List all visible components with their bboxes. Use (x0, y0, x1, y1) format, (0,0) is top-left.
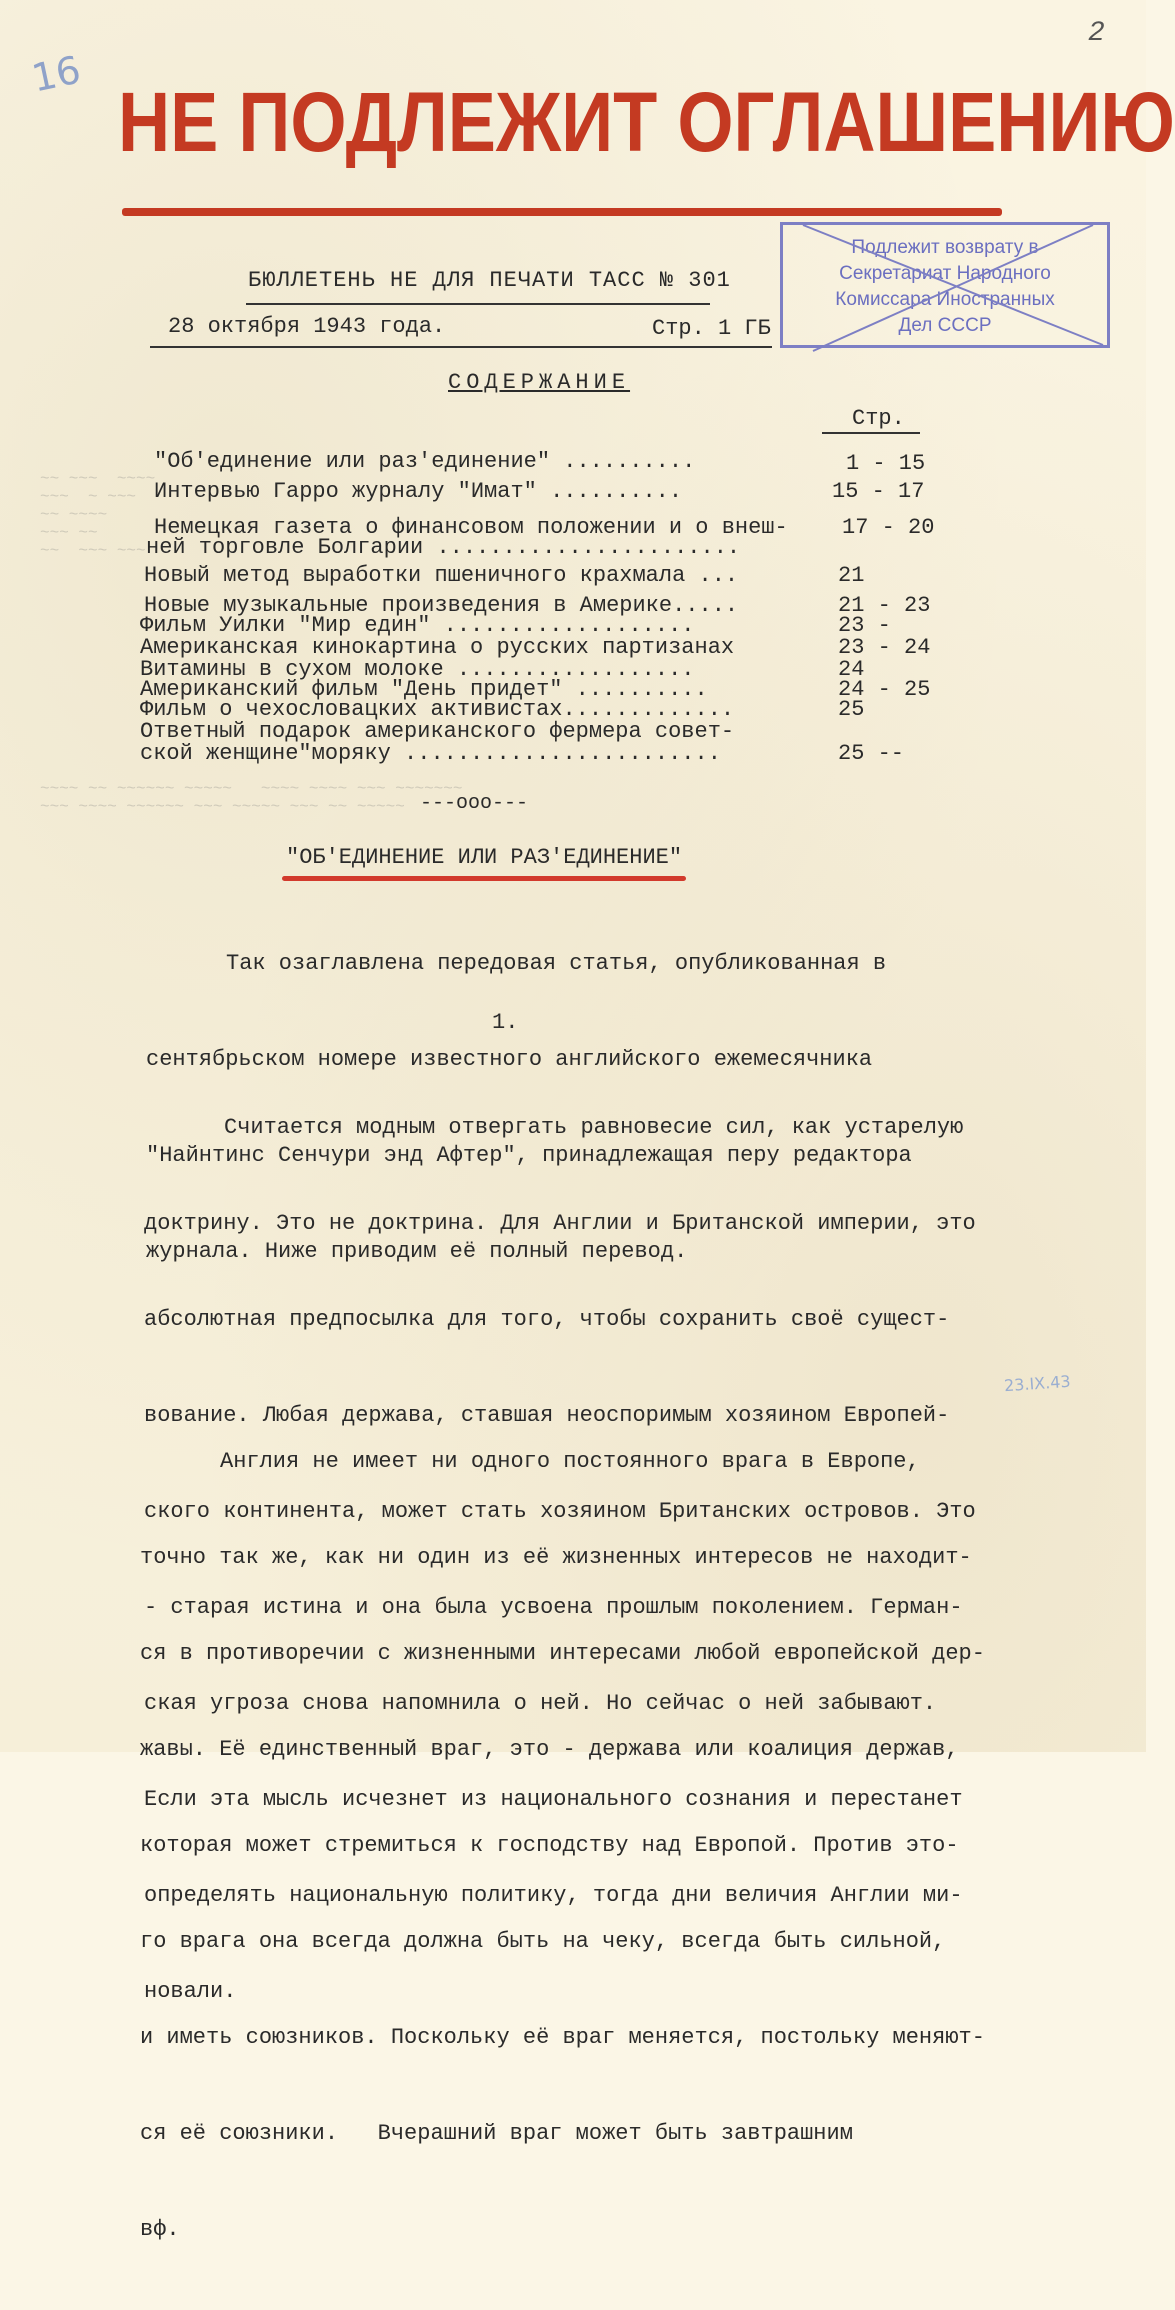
section-number: 1. (492, 1010, 519, 1035)
date-underline (150, 346, 772, 348)
pencil-date-note: 23.IX.43 (1003, 1371, 1072, 1396)
toc-item-pages: 21 (838, 563, 865, 588)
toc-item-pages: 1 - 15 (846, 451, 926, 476)
restriction-underline (122, 208, 1002, 216)
toc-item-title-continued: ской женщине"моряку ........................ (140, 741, 721, 766)
stamp-line: Подлежит возврату в (851, 237, 1039, 258)
toc-item-pages: 24 (838, 657, 865, 682)
article-paragraph-2 (140, 1382, 985, 2310)
text-line: ского континента, может стать хозяином Британских островов. Это (144, 1499, 976, 1524)
text-line: Считается модным отвергать равновесие сил, как устарелую (224, 1115, 964, 1140)
bleed-through-text: ~~~~ ~~ ~~~~~~ ~~~~~ ~~~~ ~~~~ ~~~ ~~~~~~~ ~~~ ~~~~ ~~~~~~ ~~~ ~~~~~ ~~~ ~~ ~~~~~ (40, 780, 463, 816)
text-line: го врага она всегда должна быть на чеку, всегда быть сильной, (140, 1929, 946, 1954)
bleed-through-text: ~~ ~~~ ~~~~ ~~~ ~ ~~~ ~~ ~~~~ ~~~ ~~ ~~ ~~~ ~~~ (40, 470, 156, 560)
toc-item-title: Фильм о чехословацких активистах............. (140, 697, 735, 722)
restriction-heading: НЕ ПОДЛЕЖИТ ОГЛАШЕНИЮ (118, 75, 1175, 169)
toc-item-title: Фильм Уилки "Мир един" ................... (140, 613, 695, 638)
stamp-line: Секретариат Народного (839, 263, 1051, 284)
bulletin-underline (246, 303, 710, 305)
text-line: Так озаглавлена передовая статья, опубликованная в (226, 951, 887, 976)
stamp-line: Дел СССР (898, 315, 992, 336)
text-line: "Найнтинс Сенчури энд Афтер", принадлежащая перу редактора (146, 1143, 912, 1168)
toc-item-pages: 24 - 25 (838, 677, 931, 702)
stamp-cross-lines (783, 225, 1113, 351)
toc-item-title-continued: ней торговле Болгарии ....................... (146, 535, 741, 560)
section-separator: ---ооо--- (420, 792, 529, 815)
toc-item-title: Немецкая газета о финансовом положении и о внеш- (154, 515, 788, 540)
toc-item-title: "Об'единение или раз'единение" .......... (154, 449, 696, 474)
text-line: сентябрьском номере известного английского ежемесячника (146, 1047, 873, 1072)
return-stamp (780, 222, 1110, 348)
toc-item-title: Американский фильм "День придет" .......... (140, 677, 708, 702)
toc-item-pages: 17 - 20 (842, 515, 935, 540)
text-line: ся её союзники. Вчерашний враг может быть завтрашним (140, 2121, 853, 2146)
toc-item-pages: 15 - 17 (832, 479, 925, 504)
text-line: ся в противоречии с жизненными интересами любой европейской дер- (140, 1641, 985, 1666)
toc-item-title: Ответный подарок американского фермера совет- (140, 719, 735, 744)
text-line: и иметь союзников. Поскольку её враг меняется, постольку меняют- (140, 2025, 985, 2050)
article-title-red-underline (282, 876, 686, 881)
toc-item-title: Интервью Гарро журналу "Имат" .......... (154, 479, 683, 504)
page-number: 2 (1088, 18, 1105, 49)
text-line: вование. Любая держава, ставшая неоспоримым хозяином Европей- (144, 1403, 950, 1428)
toc-item-title: Витамины в сухом молоке .................. (140, 657, 695, 682)
text-line: абсолютная предпосылка для того, чтобы сохранить своё сущест- (144, 1307, 950, 1332)
text-line: Англия не имеет ни одного постоянного врага в Европе, (220, 1449, 920, 1474)
page-reference: Стр. 1 ГБ (652, 316, 771, 341)
bulletin-title: БЮЛЛЕТЕНЬ НЕ ДЛЯ ПЕЧАТИ ТАСС № 301 (248, 268, 731, 293)
toc-item-title: Американская кинокартина о русских партизанах (140, 635, 735, 660)
text-line: ская угроза снова напомнила о ней. Но сейчас о ней забывают. (144, 1691, 937, 1716)
toc-item-pages: 21 - 23 (838, 593, 931, 618)
text-line: журнала. Ниже приводим её полный перевод. (146, 1239, 688, 1264)
toc-item-pages: 25 (838, 697, 865, 722)
bulletin-date: 28 октября 1943 года. (168, 314, 446, 339)
text-line: жавы. Её единственный враг, это - держава или коалиция держав, (140, 1737, 959, 1762)
stamp-line: Комиссара Иностранных (835, 289, 1055, 310)
text-line: точно так же, как ни один из её жизненных интересов не находит- (140, 1545, 972, 1570)
toc-item-pages: 25 -- (838, 741, 905, 766)
pencil-folio-number: 16 (27, 47, 85, 101)
toc-item-title: Новый метод выработки пшеничного крахмала ... (144, 563, 739, 588)
text-line: доктрину. Это не доктрина. Для Англии и Британской империи, это (144, 1211, 976, 1236)
article-title: "ОБ'ЕДИНЕНИЕ ИЛИ РАЗ'ЕДИНЕНИЕ" (286, 845, 683, 870)
text-line: определять национальную политику, тогда дни величия Англии ми- (144, 1883, 963, 1908)
toc-item-pages: 23 - 24 (838, 635, 931, 660)
toc-item-title: Новые музыкальные произведения в Америке..... (144, 593, 739, 618)
contents-pages-header: Стр. (852, 406, 905, 431)
pages-header-underline (822, 432, 920, 434)
text-line: вф. (140, 2217, 180, 2242)
toc-item-pages: 23 - (838, 613, 891, 638)
text-line: Если эта мысль исчезнет из национального сознания и перестанет (144, 1787, 963, 1812)
text-line: которая может стремиться к господству над Европой. Против это- (140, 1833, 959, 1858)
contents-title: СОДЕРЖАНИЕ (448, 370, 631, 395)
text-line: - старая истина и она была усвоена прошлым поколением. Герман- (144, 1595, 963, 1620)
text-line: новали. (144, 1979, 237, 2004)
